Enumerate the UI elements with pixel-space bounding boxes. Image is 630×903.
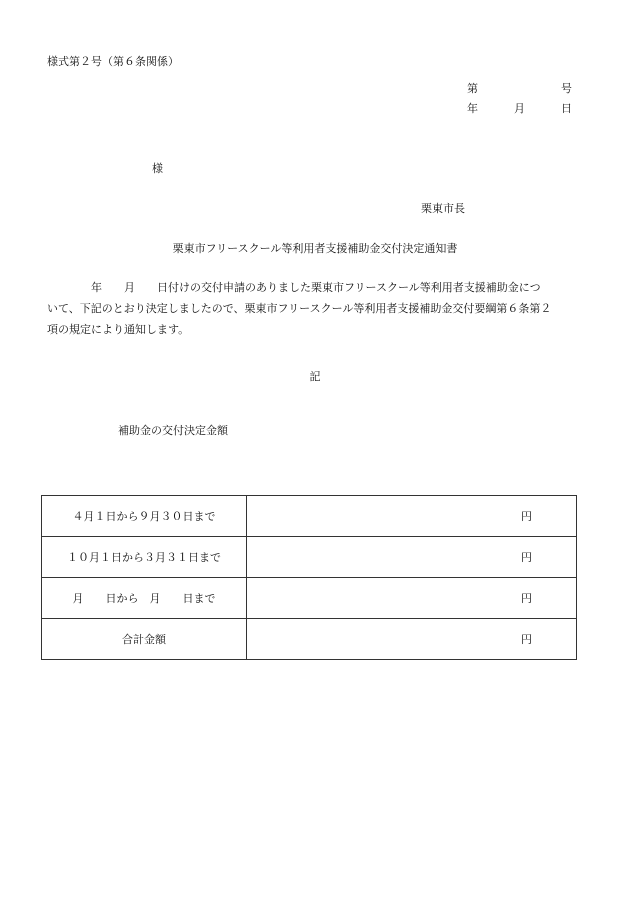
total-label-cell: 合計金額 [42,619,247,660]
amount-subheading: 補助金の交付決定金額 [118,424,228,437]
period-cell: 月 日から 月 日まで [42,578,247,619]
table-row [42,619,577,660]
yen-unit: 円 [521,592,532,605]
yen-unit: 円 [521,551,532,564]
amount-cell [247,496,577,537]
table-row [42,578,577,619]
amount-cell [247,578,577,619]
period-cell: １０月１日から３月３１日まで [42,537,247,578]
recipient: 様 [152,162,163,175]
document-title: 栗東市フリースクール等利用者支援補助金交付決定通知書 [172,242,458,255]
document-number [467,80,572,96]
document-number-suffix: 号 [561,82,572,95]
amount-cell [247,537,577,578]
form-label: 様式第２号（第６条関係） [47,55,179,68]
body-line: 年 月 日付けの交付申請のありました栗東市フリースクール等利用者支援補助金につ [47,281,541,294]
body-line: 項の規定により通知します。 [47,323,190,336]
date-year: 年 [467,102,478,115]
record-heading: 記 [309,370,321,383]
yen-unit: 円 [521,633,532,646]
date-month: 月 [514,102,525,115]
table-row [42,537,577,578]
date-day: 日 [561,102,572,115]
issuer: 栗東市長 [421,202,465,215]
yen-unit: 円 [521,510,532,523]
body-text [47,277,583,340]
body-line: いて、下記のとおり決定しましたので、栗東市フリースクール等利用者支援補助金交付要綱第６条第２ [47,302,552,315]
document-date [467,100,572,116]
document-number-prefix: 第 [467,82,478,95]
period-cell: ４月１日から９月３０日まで [42,496,247,537]
amount-table [41,495,577,660]
amount-cell [247,619,577,660]
table-row [42,496,577,537]
